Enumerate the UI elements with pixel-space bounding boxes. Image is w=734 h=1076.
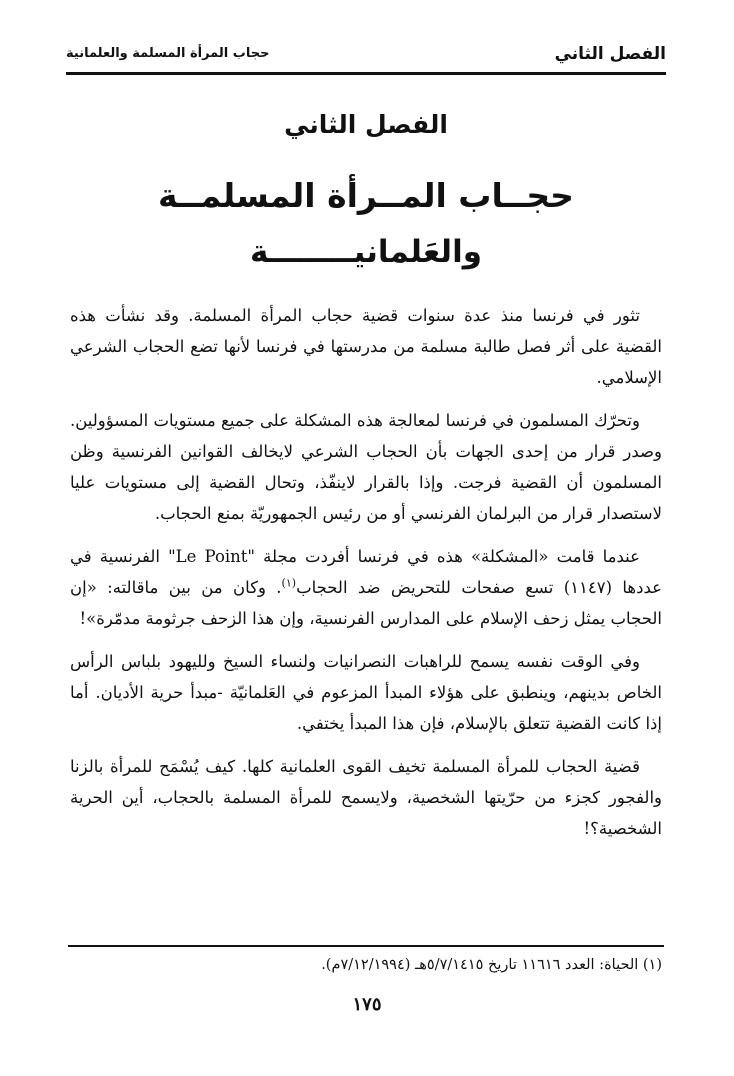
paragraph-3-text-b: . وكان من بين ماقالته: «إن الحجاب يمثل زحف الإسلام على المدارس الفرنسية، وإن هذا الزحف جرثومة مدمّرة»! bbox=[70, 578, 662, 628]
footnote-reference: (١) bbox=[281, 576, 297, 590]
header-running-title: حجاب المرأة المسلمة والعلمانية bbox=[66, 46, 270, 61]
page-number: ١٧٥ bbox=[352, 994, 382, 1015]
running-header bbox=[66, 40, 666, 72]
paragraph-2: وتحرّك المسلمون في فرنسا لمعالجة هذه المشكلة على جميع مستويات المسؤولين. وصدر قرار من إحدى الجهات بأن الحجاب الشرعي لايخالف القوانين الفرنسية وظن المسلمون أن القضية فرجت. وإذا بالقرار لاينفّذ، وتحال القضية إلى مستويات عليا لاستصدار قرار من البرلمان الفرنسي أو من رئيس الجمهوريّة بمنع الحجاب. bbox=[70, 411, 662, 523]
paragraph-3 bbox=[70, 541, 662, 634]
paragraph-5: قضية الحجاب للمرأة المسلمة تخيف القوى العلمانية كلها. كيف يُسْمَح للمرأة بالزنا والفجور كجزء من حرّيتها الشخصية، ولايسمح للمرأة المسلمة بالحجاب، أين الحرية الشخصية؟! bbox=[70, 757, 662, 838]
title-line-1: حجــاب المــرأة المسلمــة bbox=[158, 176, 574, 215]
paragraph-4: وفي الوقت نفسه يسمح للراهبات النصرانيات ولنساء السيخ ولليهود بلباس الرأس الخاص بدينهم، وينطبق على هؤلاء المبدأ المزعوم في العَلمانيّة -مبدأ حرية الأديان. أما إذا كانت القضية تتعلق بالإسلام، فإن هذا المبدأ يختفي. bbox=[70, 652, 662, 733]
footnote-rule bbox=[68, 945, 664, 947]
header-rule bbox=[66, 72, 666, 75]
paragraph-1: تثور في فرنسا منذ عدة سنوات قضية حجاب المرأة المسلمة. وقد نشأت هذه القضية على أثر فصل طالبة مسلمة من مدرستها في فرنسا لأنها تضع الحجاب الشرعي الإسلامي. bbox=[70, 306, 662, 387]
chapter-heading: الفصل الثاني bbox=[284, 110, 448, 139]
body-text bbox=[70, 300, 662, 856]
header-chapter-label: الفصل الثاني bbox=[554, 44, 666, 64]
paragraph-3-text-a: عندما قامت «المشكلة» هذه في فرنسا أفردت مجلة "Le Point" الفرنسية في عددها (١١٤٧) تسع صفحات للتحريض ضد الحجاب bbox=[70, 547, 662, 597]
title-line-2: والعَلمانيــــــــة bbox=[250, 234, 482, 270]
footnote: (١) الحياة: العدد ١١٦١٦ تاريخ ٥/٧/١٤١٥هـ (٧/١٢/١٩٩٤م). bbox=[321, 957, 662, 973]
